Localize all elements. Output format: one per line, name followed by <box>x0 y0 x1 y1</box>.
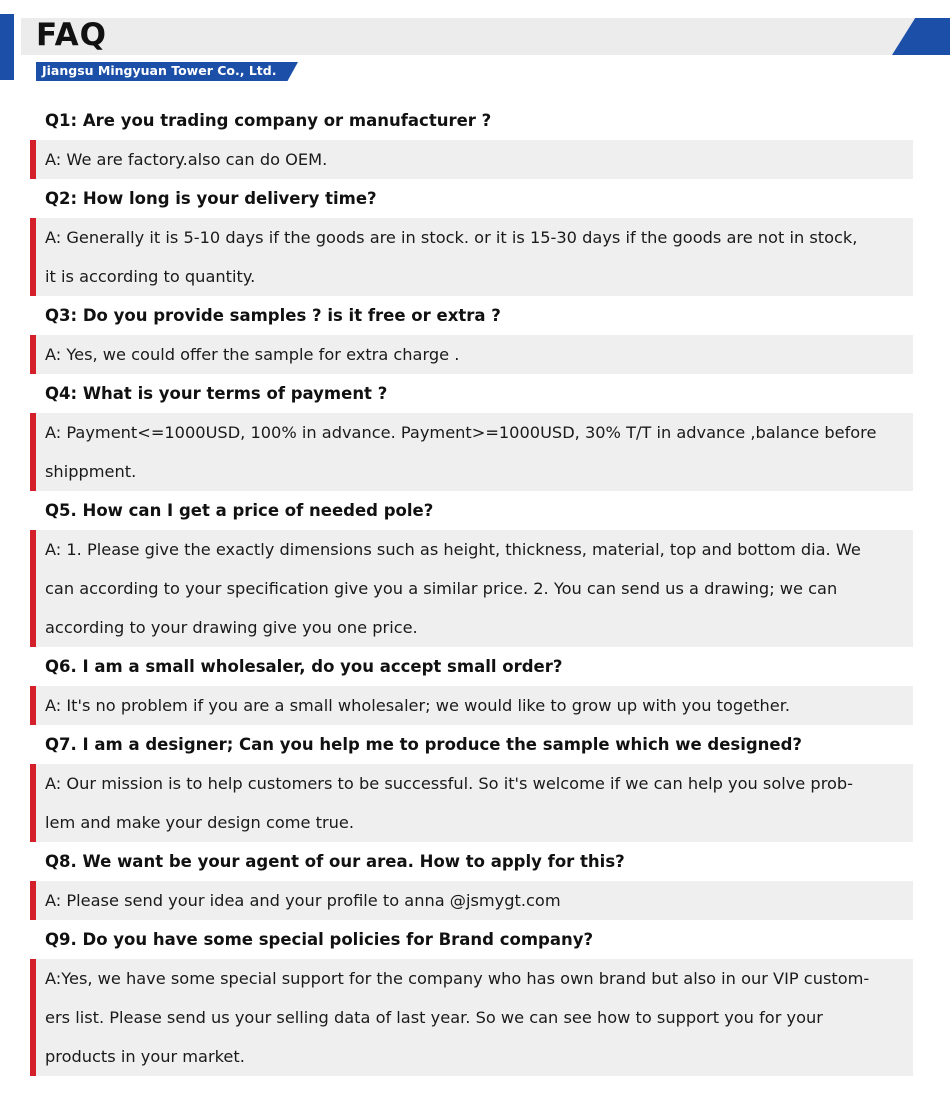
faq-answer-1 <box>30 140 913 179</box>
faq-answer-line: A: We are factory.also can do OEM. <box>45 150 328 169</box>
faq-answer-6 <box>30 686 913 725</box>
company-name: Jiangsu Mingyuan Tower Co., Ltd. <box>42 63 277 78</box>
faq-answer-line: A: Please send your idea and your profile to anna @jsmygt.com <box>45 891 561 910</box>
faq-question-2: Q2: How long is your delivery time? <box>45 189 377 208</box>
faq-answer-9 <box>30 959 913 1076</box>
faq-header <box>0 0 950 90</box>
faq-question-6: Q6. I am a small wholesaler, do you accept small order? <box>45 657 563 676</box>
faq-answer-line: A: 1. Please give the exactly dimensions such as height, thickness, material, top and bottom dia. We <box>45 540 861 559</box>
faq-answer-line: it is according to quantity. <box>45 267 256 286</box>
faq-answer-4 <box>30 413 913 491</box>
faq-answer-line: A: Payment<=1000USD, 100% in advance. Payment>=1000USD, 30% T/T in advance ,balance before <box>45 423 877 442</box>
faq-answer-8 <box>30 881 913 920</box>
faq-answer-line: A: Yes, we could offer the sample for extra charge . <box>45 345 460 364</box>
header-left-accent-bar <box>0 14 14 80</box>
faq-question-1: Q1: Are you trading company or manufacturer ? <box>45 111 492 130</box>
header-title-band <box>21 18 950 55</box>
faq-answer-line: can according to your specification give you a similar price. 2. You can send us a drawing; we can <box>45 579 838 598</box>
faq-answer-5 <box>30 530 913 647</box>
page-title: FAQ <box>36 17 107 53</box>
faq-answer-3 <box>30 335 913 374</box>
faq-list <box>0 101 950 1076</box>
faq-answer-2 <box>30 218 913 296</box>
faq-answer-line: according to your drawing give you one price. <box>45 618 418 637</box>
faq-answer-7 <box>30 764 913 842</box>
faq-question-7: Q7. I am a designer; Can you help me to produce the sample which we designed? <box>45 735 803 754</box>
faq-question-4: Q4: What is your terms of payment ? <box>45 384 388 403</box>
faq-answer-line: products in your market. <box>45 1047 245 1066</box>
faq-question-9: Q9. Do you have some special policies for Brand company? <box>45 930 594 949</box>
faq-question-8: Q8. We want be your agent of our area. How to apply for this? <box>45 852 625 871</box>
faq-answer-line: A:Yes, we have some special support for the company who has own brand but also in our VIP custom- <box>45 969 870 988</box>
faq-answer-line: lem and make your design come true. <box>45 813 354 832</box>
faq-question-3: Q3: Do you provide samples ? is it free or extra ? <box>45 306 501 325</box>
faq-answer-line: A: Our mission is to help customers to be successful. So it's welcome if we can help you solve prob- <box>45 774 854 793</box>
faq-answer-line: shippment. <box>45 462 137 481</box>
faq-question-5: Q5. How can I get a price of needed pole? <box>45 501 434 520</box>
faq-answer-line: A: It's no problem if you are a small wholesaler; we would like to grow up with you together. <box>45 696 791 715</box>
faq-answer-line: A: Generally it is 5-10 days if the goods are in stock. or it is 15-30 days if the goods are not in stock, <box>45 228 858 247</box>
faq-answer-line: ers list. Please send us your selling data of last year. So we can see how to support you for your <box>45 1008 823 1027</box>
